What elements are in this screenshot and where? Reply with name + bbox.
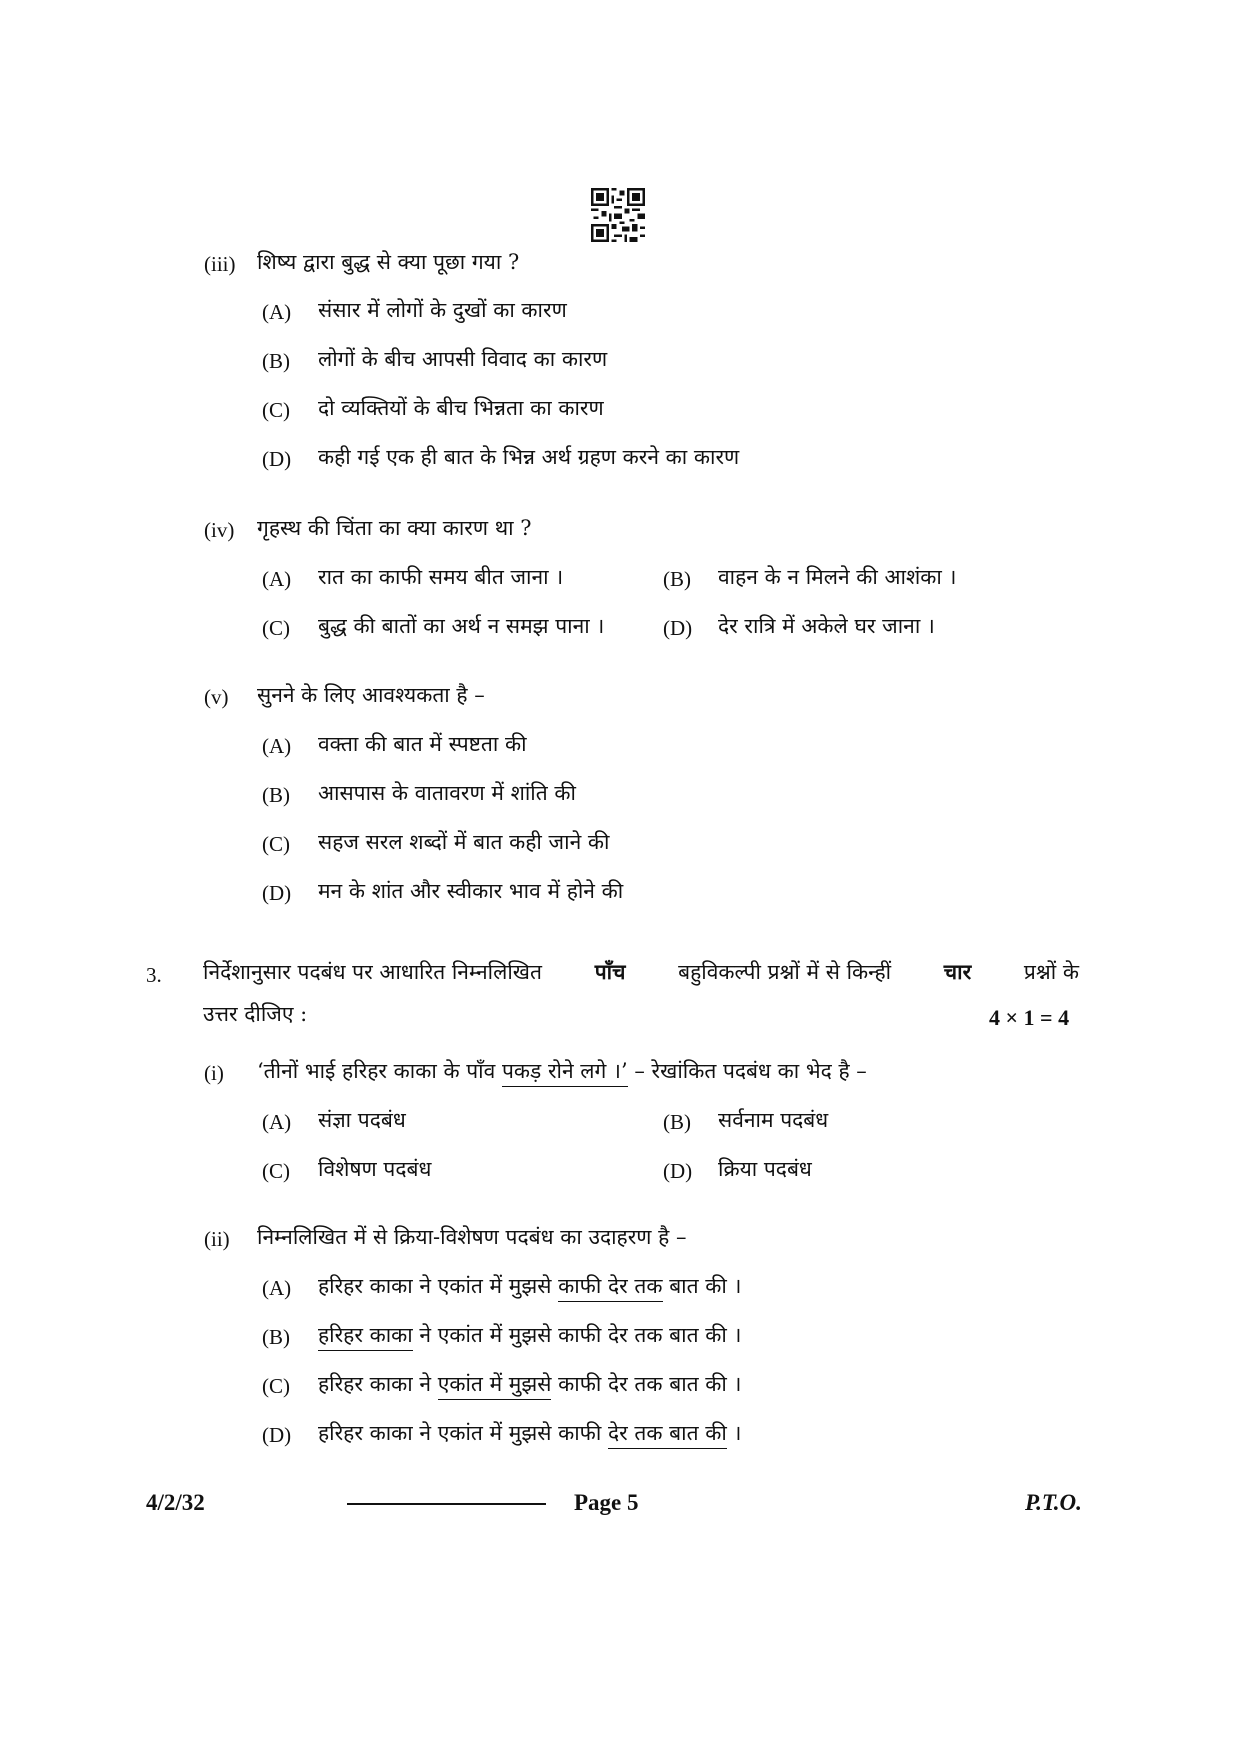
instruction-emphasis: चार — [943, 959, 972, 984]
option-text — [318, 1370, 741, 1398]
option-text — [318, 1419, 741, 1447]
option-label: (C) — [262, 616, 290, 640]
option-label: (A) — [262, 567, 292, 591]
underlined-phrase: काफी देर तक — [558, 1274, 662, 1302]
option-text-part: हरिहर काका ने एकांत में मुझसे — [318, 1274, 552, 1298]
option-text-part: हरिहर काका ने एकांत में मुझसे काफी — [318, 1421, 602, 1445]
option-text — [318, 1321, 741, 1349]
option-text: संसार में लोगों के दुखों का कारण — [318, 298, 567, 322]
question-text-part: – रेखांकित पदबंध का भेद है – — [634, 1059, 867, 1083]
question-text: निम्नलिखित में से क्रिया-विशेषण पदबंध का उदाहरण है – — [257, 1225, 687, 1249]
option-text: संज्ञा पदबंध — [318, 1108, 406, 1132]
instruction-text: बहुविकल्पी प्रश्नों में से किन्हीं — [678, 960, 892, 984]
option-label: (B) — [262, 783, 290, 807]
option-label: (C) — [262, 1374, 290, 1398]
option-text-part: काफी देर तक बात की । — [558, 1372, 742, 1396]
underlined-phrase: हरिहर काका — [318, 1323, 413, 1351]
option-label: (B) — [262, 1325, 290, 1349]
instruction-emphasis: पाँच — [594, 959, 626, 984]
option-label: (C) — [262, 1159, 290, 1183]
option-label: (A) — [262, 1110, 292, 1134]
option-text: दो व्यक्तियों के बीच भिन्नता का कारण — [318, 396, 604, 420]
option-text: देर रात्रि में अकेले घर जाना । — [718, 614, 935, 638]
option-text: सर्वनाम पदबंध — [718, 1108, 829, 1132]
option-text-part: । — [733, 1421, 742, 1445]
question-number: (i) — [204, 1061, 224, 1085]
option-label: (A) — [262, 300, 292, 324]
option-text: वक्ता की बात में स्पष्टता की — [318, 732, 527, 756]
question-number: (iv) — [204, 518, 235, 542]
option-text: आसपास के वातावरण में शांति की — [318, 781, 576, 805]
option-label: (C) — [262, 398, 290, 422]
option-label: (A) — [262, 734, 292, 758]
footer-divider — [347, 1503, 546, 1505]
paper-code: 4/2/32 — [146, 1490, 205, 1515]
question-text: गृहस्थ की चिंता का क्या कारण था ? — [257, 516, 532, 540]
option-text — [318, 1272, 741, 1300]
underlined-phrase: देर तक बात की — [608, 1421, 727, 1449]
option-text: क्रिया पदबंध — [718, 1157, 812, 1181]
pto-label: P.T.O. — [1025, 1490, 1082, 1515]
question-instruction — [203, 958, 1079, 986]
option-text: मन के शांत और स्वीकार भाव में होने की — [318, 879, 624, 903]
question-number: (iii) — [204, 252, 236, 276]
option-text-part: ने एकांत में मुझसे काफी देर तक बात की । — [419, 1323, 742, 1347]
option-label: (D) — [262, 1423, 292, 1447]
question-number: (ii) — [204, 1227, 230, 1251]
question-text: शिष्य द्वारा बुद्ध से क्या पूछा गया ? — [257, 250, 520, 274]
marks: 4 × 1 = 4 — [989, 1005, 1070, 1030]
option-text: विशेषण पदबंध — [318, 1157, 432, 1181]
option-text-part: हरिहर काका ने — [318, 1372, 432, 1396]
option-label: (B) — [262, 349, 290, 373]
option-text: कही गई एक ही बात के भिन्न अर्थ ग्रहण करने का कारण — [318, 445, 740, 469]
option-text-part: बात की । — [669, 1274, 742, 1298]
option-label: (B) — [663, 567, 691, 591]
instruction-text: प्रश्नों के — [1023, 960, 1079, 984]
page-number: Page 5 — [574, 1490, 639, 1515]
option-label: (C) — [262, 832, 290, 856]
question-number: (v) — [204, 685, 229, 709]
qr-code-icon — [591, 188, 645, 242]
option-text: बुद्ध की बातों का अर्थ न समझ पाना । — [318, 614, 605, 638]
option-label: (D) — [663, 1159, 693, 1183]
option-label: (D) — [262, 881, 292, 905]
underlined-phrase: पकड़ रोने लगे ।’ — [502, 1059, 628, 1087]
option-label: (B) — [663, 1110, 691, 1134]
question-text — [257, 1057, 867, 1085]
instruction-text: उत्तर दीजिए : — [203, 1002, 308, 1026]
question-text: सुनने के लिए आवश्यकता है – — [257, 683, 485, 707]
question-text-part: ‘तीनों भाई हरिहर काका के पाँव — [257, 1059, 496, 1083]
question-number: 3. — [146, 963, 162, 987]
option-label: (D) — [663, 616, 693, 640]
underlined-phrase: एकांत में मुझसे — [438, 1372, 552, 1400]
option-text: रात का काफी समय बीत जाना । — [318, 565, 564, 589]
option-text: वाहन के न मिलने की आशंका । — [718, 565, 957, 589]
option-text: लोगों के बीच आपसी विवाद का कारण — [318, 347, 608, 371]
option-text: सहज सरल शब्दों में बात कही जाने की — [318, 830, 610, 854]
instruction-text: निर्देशानुसार पदबंध पर आधारित निम्नलिखित — [203, 960, 542, 984]
option-label: (A) — [262, 1276, 292, 1300]
option-label: (D) — [262, 447, 292, 471]
